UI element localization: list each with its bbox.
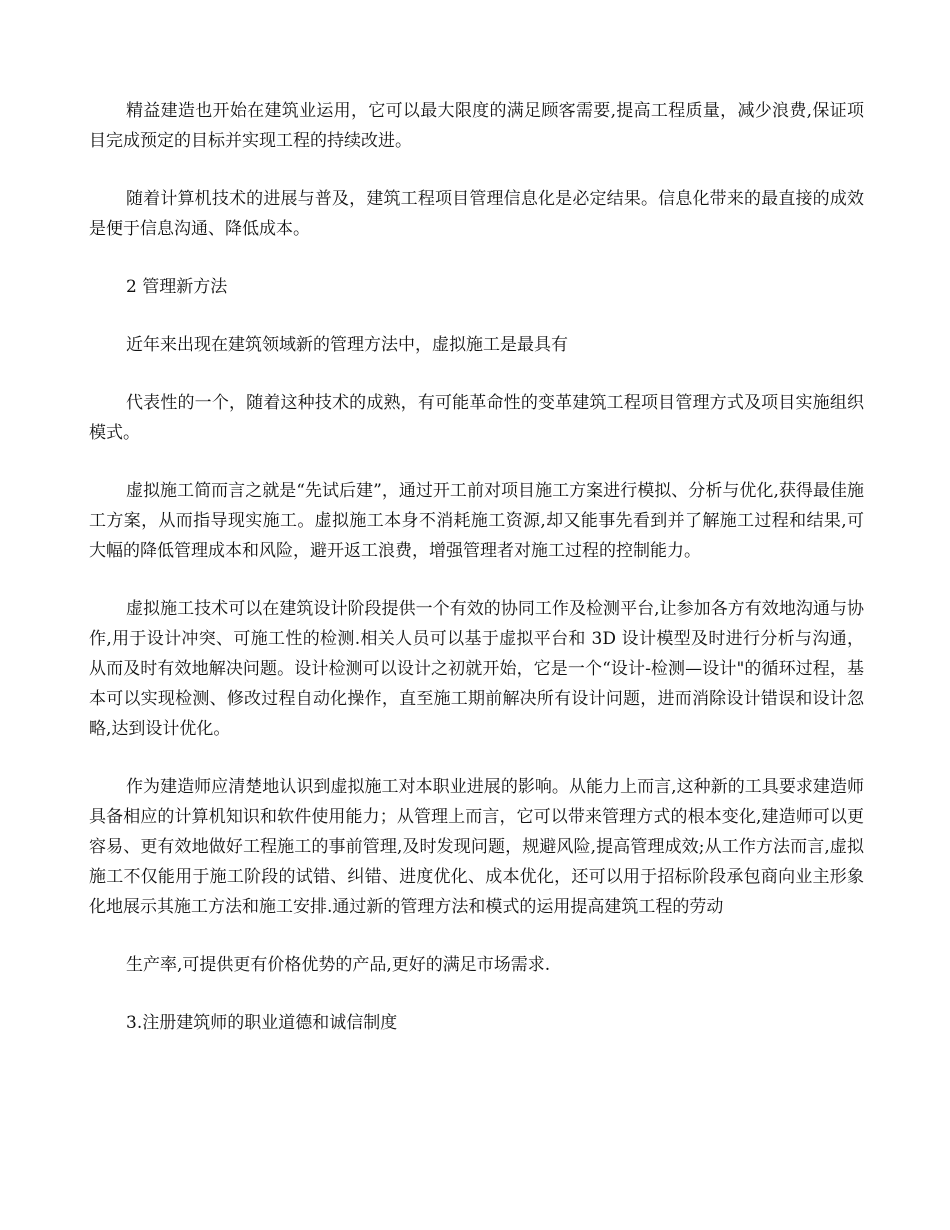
- paragraph-lean-construction: 精益建造也开始在建筑业运用，它可以最大限度的满足顾客需要,提高工程质量，减少浪费,保证项目完成预定的目标并实现工程的持续改进。: [89, 101, 864, 151]
- section-heading-ethics: 3.注册建筑师的职业道德和诚信制度: [126, 1013, 398, 1033]
- paragraph-informatization: 随着计算机技术的进展与普及，建筑工程项目管理信息化是必定结果。信息化带来的最直接的成效是便于信息沟通、降低成本。: [89, 189, 864, 239]
- section-heading-new-methods: 2 管理新方法: [126, 277, 228, 297]
- document-body: [89, 96, 864, 1066]
- paragraph-productivity: 生产率,可提供更有价格优势的产品,更好的满足市场需求.: [126, 955, 551, 975]
- paragraph-virtual-construction-definition: 虚拟施工简而言之就是“先试后建”，通过开工前对项目施工方案进行模拟、分析与优化,获得最佳施工方案，从而指导现实施工。虚拟施工本身不消耗施工资源,却又能事先看到并了解施工过程和结果,可大幅的降低管理成本和风险，避开返工浪费，增强管理者对施工过程的控制能力。: [89, 481, 864, 561]
- paragraph-virtual-construction-design: 虚拟施工技术可以在建筑设计阶段提供一个有效的协同工作及检测平台,让参加各方有效地沟通与协作,用于设计冲突、可施工性的检测.相关人员可以基于虚拟平台和 3D 设计模型及时进行分析与沟通，从而及时有效地解决问题。设计检测可以设计之初就开始，它是一个“设计-检测—设计"的循环过程，基本可以实现检测、修改过程自动化操作，直至施工期前解决所有设计问题，进而消除设计错误和设计忽略,达到设计优化。: [89, 599, 864, 739]
- paragraph-virtual-construction-intro: 近年来出现在建筑领域新的管理方法中，虚拟施工是最具有: [126, 335, 568, 355]
- paragraph-virtual-construction-representative: 代表性的一个，随着这种技术的成熟，有可能革命性的变革建筑工程项目管理方式及项目实施组织模式。: [89, 393, 864, 443]
- paragraph-builder-impact: 作为建造师应清楚地认识到虚拟施工对本职业进展的影响。从能力上而言,这种新的工具要求建造师具备相应的计算机知识和软件使用能力；从管理上而言，它可以带来管理方式的根本变化,建造师可以更容易、更有效地做好工程施工的事前管理,及时发现问题，规避风险,提高管理成效;从工作方法而言,虚拟施工不仅能用于施工阶段的试错、纠错、进度优化、成本优化，还可以用于招标阶段承包商向业主形象化地展示其施工方法和施工安排.通过新的管理方法和模式的运用提高建筑工程的劳动: [89, 777, 864, 917]
